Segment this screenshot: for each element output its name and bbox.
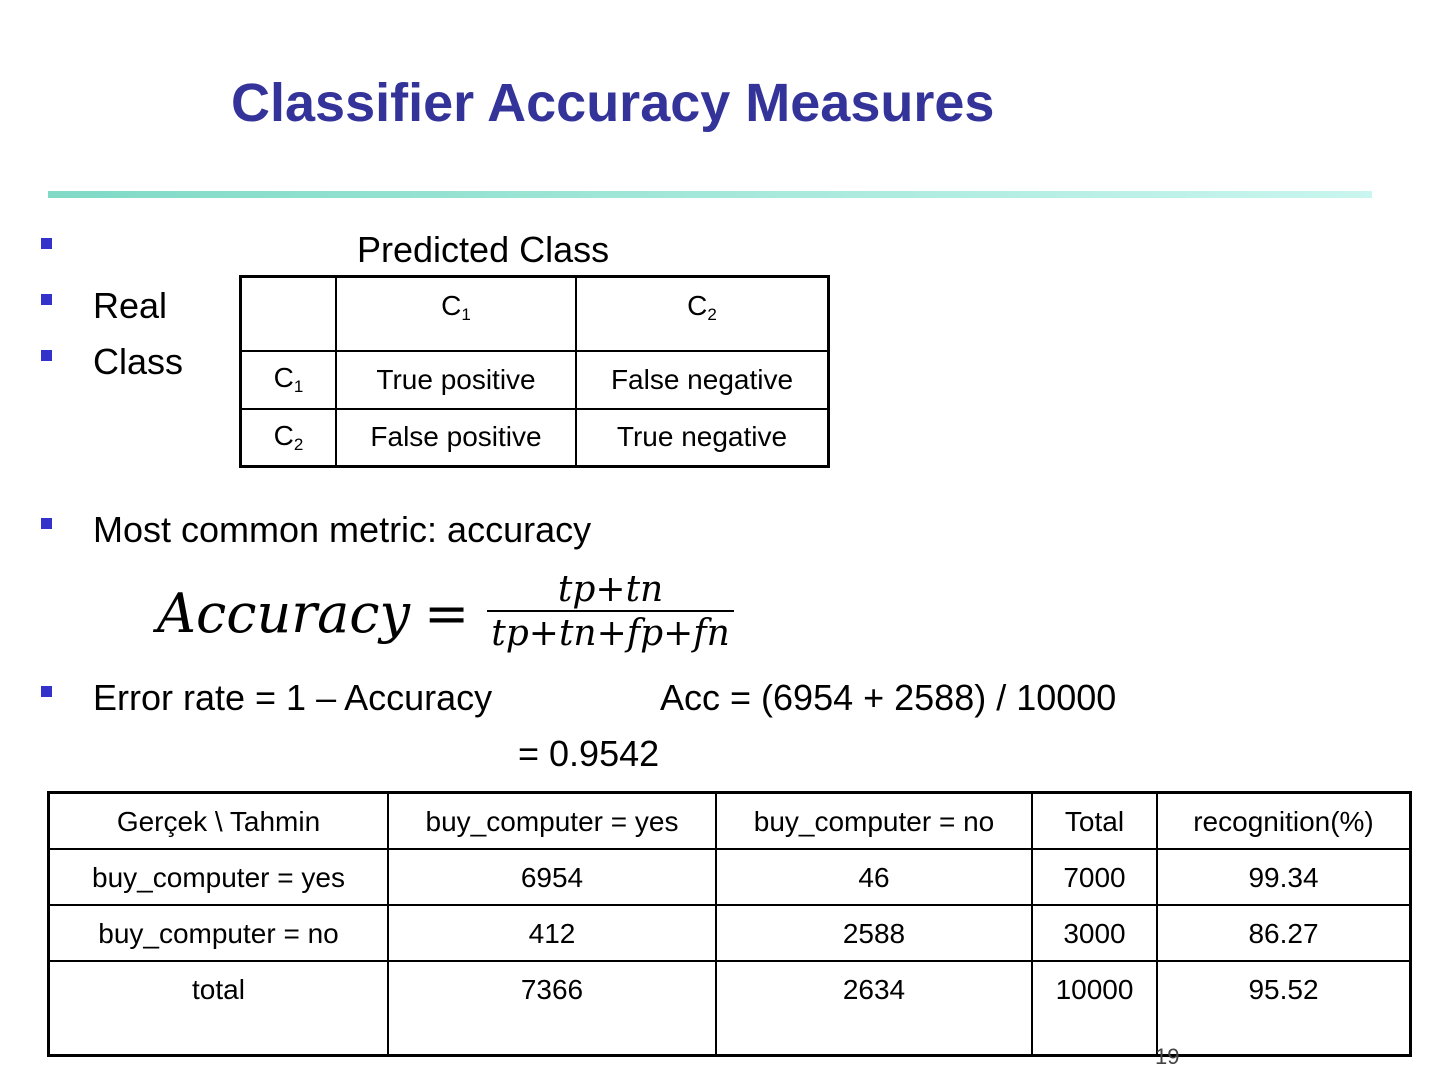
error-rate-text: Error rate = 1 – Accuracy — [93, 677, 493, 718]
table-header: Total — [1032, 793, 1157, 850]
table-cell: total — [49, 961, 389, 1056]
formula-lhs: Accuracy — [157, 581, 411, 645]
table-row — [49, 961, 1411, 1056]
formula-denominator: tp+tn+fp+fn — [491, 613, 730, 654]
bullet-marker — [41, 350, 52, 361]
confusion-matrix — [239, 275, 830, 468]
confusion-header-c2: $C_2$ — [576, 277, 829, 351]
table-cell: 10000 — [1032, 961, 1157, 1056]
table-cell: 2588 — [716, 905, 1032, 961]
confusion-row-label-c1: $C_1$ — [241, 351, 337, 409]
slide-title: Classifier Accuracy Measures — [231, 73, 995, 133]
bullet-marker — [41, 238, 52, 249]
table-row — [49, 905, 1411, 961]
bullet-marker — [41, 294, 52, 305]
table-cell: 7366 — [388, 961, 716, 1056]
confusion-cell-true-positive: True positive — [336, 351, 576, 409]
table-cell: 412 — [388, 905, 716, 961]
table-row — [49, 849, 1411, 905]
table-cell: 99.34 — [1157, 849, 1411, 905]
table-header-row — [49, 793, 1411, 850]
accuracy-formula — [157, 570, 734, 656]
table-cell: buy_computer = no — [49, 905, 389, 961]
table-cell: 86.27 — [1157, 905, 1411, 961]
formula-equals: = — [424, 581, 470, 645]
confusion-cell-false-negative: False negative — [576, 351, 829, 409]
accuracy-calculation: Acc = (6954 + 2588) / 10000 — [660, 677, 1117, 718]
table-cell: 2634 — [716, 961, 1032, 1056]
formula-fraction — [487, 570, 734, 656]
accuracy-result: = 0.9542 — [518, 733, 660, 774]
table-cell: buy_computer = yes — [49, 849, 389, 905]
confusion-corner-cell — [241, 277, 337, 351]
real-label: Real — [93, 285, 168, 326]
table-header: buy_computer = no — [716, 793, 1032, 850]
confusion-cell-true-negative: True negative — [576, 409, 829, 467]
class-label: Class — [93, 341, 184, 382]
table-header: recognition(%) — [1157, 793, 1411, 850]
page-number: 19 — [1155, 1044, 1180, 1069]
table-cell: 6954 — [388, 849, 716, 905]
bullet-marker — [41, 518, 52, 529]
bullet-marker — [41, 686, 52, 697]
table-cell: 46 — [716, 849, 1032, 905]
table-cell: 7000 — [1032, 849, 1157, 905]
table-cell: 3000 — [1032, 905, 1157, 961]
predicted-class-label: Predicted Class — [357, 229, 610, 270]
confusion-cell-false-positive: False positive — [336, 409, 576, 467]
table-header: Gerçek \ Tahmin — [49, 793, 389, 850]
table-header: buy_computer = yes — [388, 793, 716, 850]
confusion-header-c1: $C_1$ — [336, 277, 576, 351]
title-divider — [48, 191, 1372, 198]
formula-numerator: tp+tn — [557, 569, 664, 610]
table-cell: 95.52 — [1157, 961, 1411, 1056]
metric-text: Most common metric: accuracy — [93, 509, 592, 550]
confusion-row-label-c2: $C_2$ — [241, 409, 337, 467]
buy-computer-confusion-table — [47, 791, 1412, 1057]
